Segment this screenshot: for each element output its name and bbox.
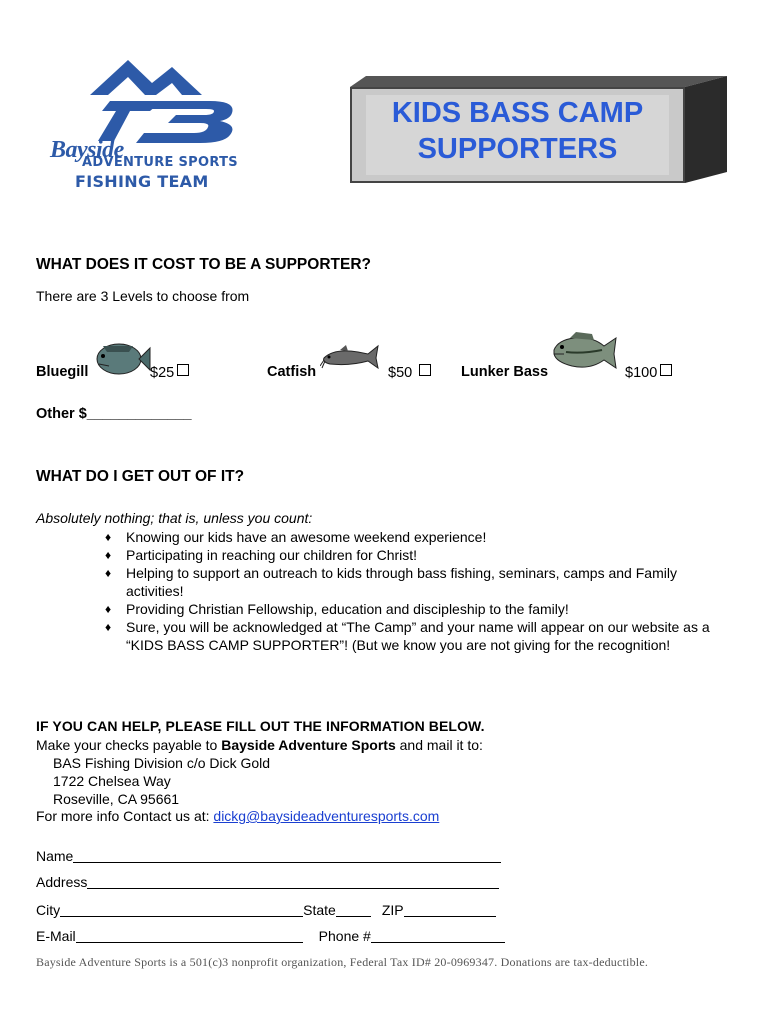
- name-label: Name: [36, 848, 74, 864]
- list-item: [105, 618, 731, 654]
- address-line: BAS Fishing Division c/o Dick Gold: [53, 755, 271, 771]
- benefits-heading: WHAT DO I GET OUT OF IT?: [36, 468, 245, 485]
- name-field[interactable]: [73, 848, 501, 863]
- address-row: [36, 874, 499, 890]
- zip-field[interactable]: [404, 902, 496, 917]
- phone-label: Phone #: [318, 928, 371, 944]
- help-heading: IF YOU CAN HELP, PLEASE FILL OUT THE INFORMATION BELOW.: [36, 718, 485, 734]
- email-field[interactable]: [76, 928, 303, 943]
- mailing-address: [53, 754, 270, 808]
- title-line1: KIDS BASS CAMP: [391, 97, 644, 129]
- city-row: [36, 902, 496, 918]
- title-line2: SUPPORTERS: [417, 133, 618, 165]
- address-field[interactable]: [87, 874, 499, 889]
- bluegill-fish-icon: [93, 340, 151, 376]
- checks-payable-line: [36, 736, 483, 754]
- level-checkbox-bluegill[interactable]: [177, 364, 189, 376]
- logo-script-text: Bayside: [50, 137, 124, 163]
- state-label: State: [303, 902, 336, 918]
- diamond-bullet-icon: ♦: [105, 602, 112, 616]
- checks-prefix: Make your checks payable to: [36, 737, 222, 753]
- logo-line2: FISHING TEAM: [75, 172, 209, 191]
- address-line: Roseville, CA 95661: [53, 791, 180, 807]
- diamond-bullet-icon: ♦: [105, 530, 112, 544]
- list-item: [105, 528, 745, 546]
- benefit-text: Sure, you will be acknowledged at “The Camp” and your name will appear on our website as a “KIDS BASS CAMP SUPPORTER”! (But we know you are not giving for the recognition!: [126, 619, 710, 653]
- level-price-bluegill: [150, 364, 189, 381]
- benefit-text: Helping to support an outreach to kids through bass fishing, seminars, camps and Family activities!: [126, 565, 677, 599]
- address-label: Address: [36, 874, 88, 890]
- level-price-catfish: [388, 364, 431, 381]
- bayside-logo: [40, 55, 280, 195]
- state-field[interactable]: [336, 902, 371, 917]
- price-text: $100: [625, 365, 658, 381]
- benefit-text: Providing Christian Fellowship, education and discipleship to the family!: [126, 601, 569, 617]
- level-label-bluegill: Bluegill: [36, 364, 89, 380]
- level-checkbox-catfish[interactable]: [419, 364, 431, 376]
- email-phone-row: [36, 928, 505, 944]
- levels-subtext: There are 3 Levels to choose from: [36, 288, 250, 304]
- mountain-b-logo-icon: [90, 55, 250, 145]
- diamond-bullet-icon: ♦: [105, 620, 112, 634]
- bass-fish-icon: [552, 332, 618, 374]
- list-item: [105, 600, 745, 618]
- benefits-list: [105, 528, 745, 654]
- level-checkbox-lunker-bass[interactable]: [660, 364, 672, 376]
- level-price-lunker-bass: [625, 364, 672, 381]
- zip-label: ZIP: [381, 902, 404, 918]
- phone-field[interactable]: [371, 928, 505, 943]
- checks-suffix: and mail it to:: [395, 737, 483, 753]
- title-box-side-bevel: [685, 76, 727, 183]
- contact-prefix: For more info Contact us at:: [36, 808, 214, 824]
- diamond-bullet-icon: ♦: [105, 548, 112, 562]
- footer-note: Bayside Adventure Sports is a 501(c)3 nonprofit organization, Federal Tax ID# 20-0969347. Donations are tax-deductible.: [36, 955, 649, 969]
- name-row: [36, 848, 501, 864]
- city-field[interactable]: [60, 902, 303, 917]
- benefit-text: Participating in reaching our children for Christ!: [126, 547, 418, 563]
- address-line: 1722 Chelsea Way: [53, 773, 171, 789]
- catfish-icon: [320, 344, 380, 370]
- level-label-lunker-bass: Lunker Bass: [461, 364, 549, 380]
- level-label-catfish: Catfish: [267, 364, 317, 380]
- email-label: E-Mail: [36, 928, 76, 944]
- price-text: $50: [388, 365, 413, 381]
- city-label: City: [36, 902, 61, 918]
- contact-line: [36, 808, 439, 824]
- benefit-text: Knowing our kids have an awesome weekend experience!: [126, 529, 487, 545]
- list-item: [105, 564, 681, 600]
- checks-payee: Bayside Adventure Sports: [221, 737, 396, 753]
- benefits-intro: Absolutely nothing; that is, unless you count:: [36, 510, 313, 526]
- title-box-top-bevel: [350, 76, 727, 87]
- title-box: [350, 87, 685, 183]
- email-link[interactable]: dickg@baysideadventuresports.com: [213, 808, 440, 824]
- logo-line1: ADVENTURE SPORTS: [82, 155, 238, 170]
- price-text: $25: [150, 365, 175, 381]
- other-amount-field[interactable]: Other $_____________: [36, 406, 192, 422]
- cost-heading: WHAT DOES IT COST TO BE A SUPPORTER?: [36, 256, 371, 273]
- diamond-bullet-icon: ♦: [105, 566, 112, 580]
- list-item: [105, 546, 745, 564]
